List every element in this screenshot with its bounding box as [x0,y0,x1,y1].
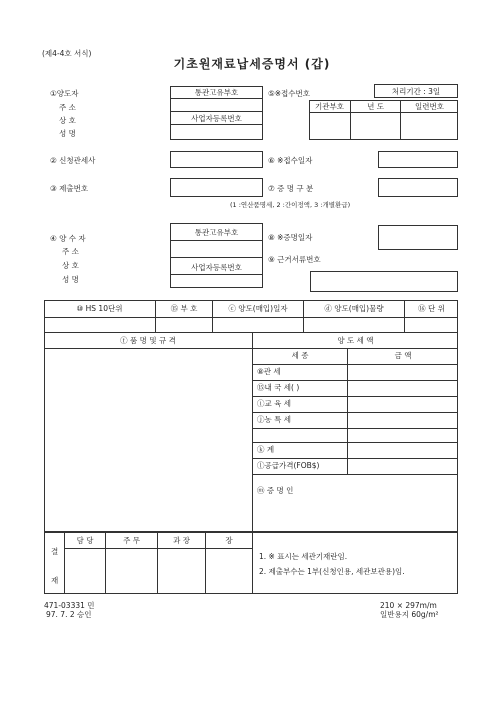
customs-broker-field[interactable] [170,151,263,168]
transferee-biz-reg-field[interactable] [170,275,263,287]
approval-col-officer: 주 무 [123,536,140,545]
approval-side-label-1: 결 [51,547,59,556]
transferor-biz-reg-field[interactable] [170,125,263,139]
note-2: 2. 제출부수는 1부(신청인용, 세관보관용)임. [259,567,405,576]
footer-paper-type: 일반용지 60g/m² [380,610,439,619]
tax-row-fob: ⓛ공급가격(FOB$) [257,461,320,470]
footer-paper-size: 210 × 297m/m [380,601,437,610]
divider [170,257,263,258]
transferor-label: ①양도자 [50,89,79,98]
transferee-customs-id-field[interactable] [170,241,263,256]
note-1: 1. ※ 표시는 세관기재란임. [259,552,348,561]
divider [252,333,253,532]
certifier-label: ⓜ 증 명 인 [257,486,294,495]
cert-type-label: ⑦ 증 명 구 분 [268,184,314,193]
col-hs-code: ⑩ HS 10단위 [76,304,123,313]
cert-date-field[interactable] [378,225,458,250]
tax-amount-header: 양 도 세 액 [337,336,374,345]
divider [309,112,458,113]
divider [170,111,263,112]
footer-approval-date: 97. 7. 2 승인 [46,610,92,619]
transferee-customs-id-label: 통관고유부호 [194,228,239,237]
page-title: 기초원재료납세증명서 (갑) [173,57,331,71]
tax-row-total: ⓚ 계 [257,445,275,454]
footer-code: 471-03331 민 [44,601,95,610]
divider [44,332,458,333]
col-code: ⑮ 부 호 [170,304,198,313]
basis-doc-label: ⑨ 근거서류번호 [268,255,321,264]
transferee-label: ④ 양 수 자 [50,234,86,243]
col-transfer-date: ⓒ 양도(매입)일자 [228,304,288,313]
transferee-biz-reg-label: 사업자등록번호 [191,263,242,272]
submit-number-label: ③ 제출번호 [50,184,89,193]
approval-side-label-2: 재 [51,576,59,585]
approval-col-manager: 과 장 [173,536,190,545]
transferor-customs-id-field[interactable] [170,99,263,111]
cert-type-field[interactable] [378,178,458,197]
amount-col: 금 액 [394,351,412,360]
divider [252,532,253,594]
submit-number-field[interactable] [170,178,263,197]
transferor-name-label: 성 명 [59,129,76,138]
transferor-address-label: 주 소 [59,103,76,112]
processing-period: 처리기간 : 3일 [391,87,441,96]
transferor-company-label: 상 호 [59,116,76,125]
customs-broker-label: ② 신청관세사 [50,156,96,165]
col-serial: 일련번호 [415,102,444,111]
receipt-date-field[interactable] [378,151,458,168]
divider [64,548,252,549]
tax-row-education: ⓘ교 육 세 [257,399,292,408]
col-agency: 기관부호 [315,102,344,111]
item-spec-field[interactable] [45,349,252,531]
cert-date-label: ⑧ ※증명일자 [268,233,313,242]
col-transfer-qty: ⓓ 양도(매입)물량 [324,304,384,313]
transferor-biz-reg-label: 사업자등록번호 [191,114,242,123]
tax-type-col: 세 종 [291,351,309,360]
transferee-address-label: 주 소 [62,247,79,256]
divider [253,474,458,475]
col-year: 년 도 [367,102,384,111]
transferee-name-label: 성 명 [62,275,79,284]
tax-row-customs: ⑧관 세 [257,367,281,376]
transferor-customs-id-label: 통관고유부호 [194,88,239,97]
tax-row-rural: ⓙ농 특 세 [257,415,292,424]
receipt-date-label: ⑥ ※접수일자 [268,156,313,165]
divider [44,317,458,318]
approval-col-chief: 장 [225,536,233,545]
col-unit: ⑯ 단 위 [418,304,445,313]
transferee-company-label: 상 호 [62,261,79,270]
item-spec-header: ⓕ 품 명 및 규 격 [120,336,176,345]
approval-col-staff: 담 당 [76,536,94,545]
basis-doc-field[interactable] [310,271,458,292]
form-number: (제4-4호 서식) [42,49,92,58]
tax-row-internal: ⑮내 국 세( ) [257,383,300,392]
tax-amount-fields[interactable] [348,365,458,474]
receipt-number-label: ⑤※접수번호 [268,89,310,98]
cert-type-options: (1 :연산품명세, 2 :간이정액, 3 :개별환급) [230,201,351,209]
